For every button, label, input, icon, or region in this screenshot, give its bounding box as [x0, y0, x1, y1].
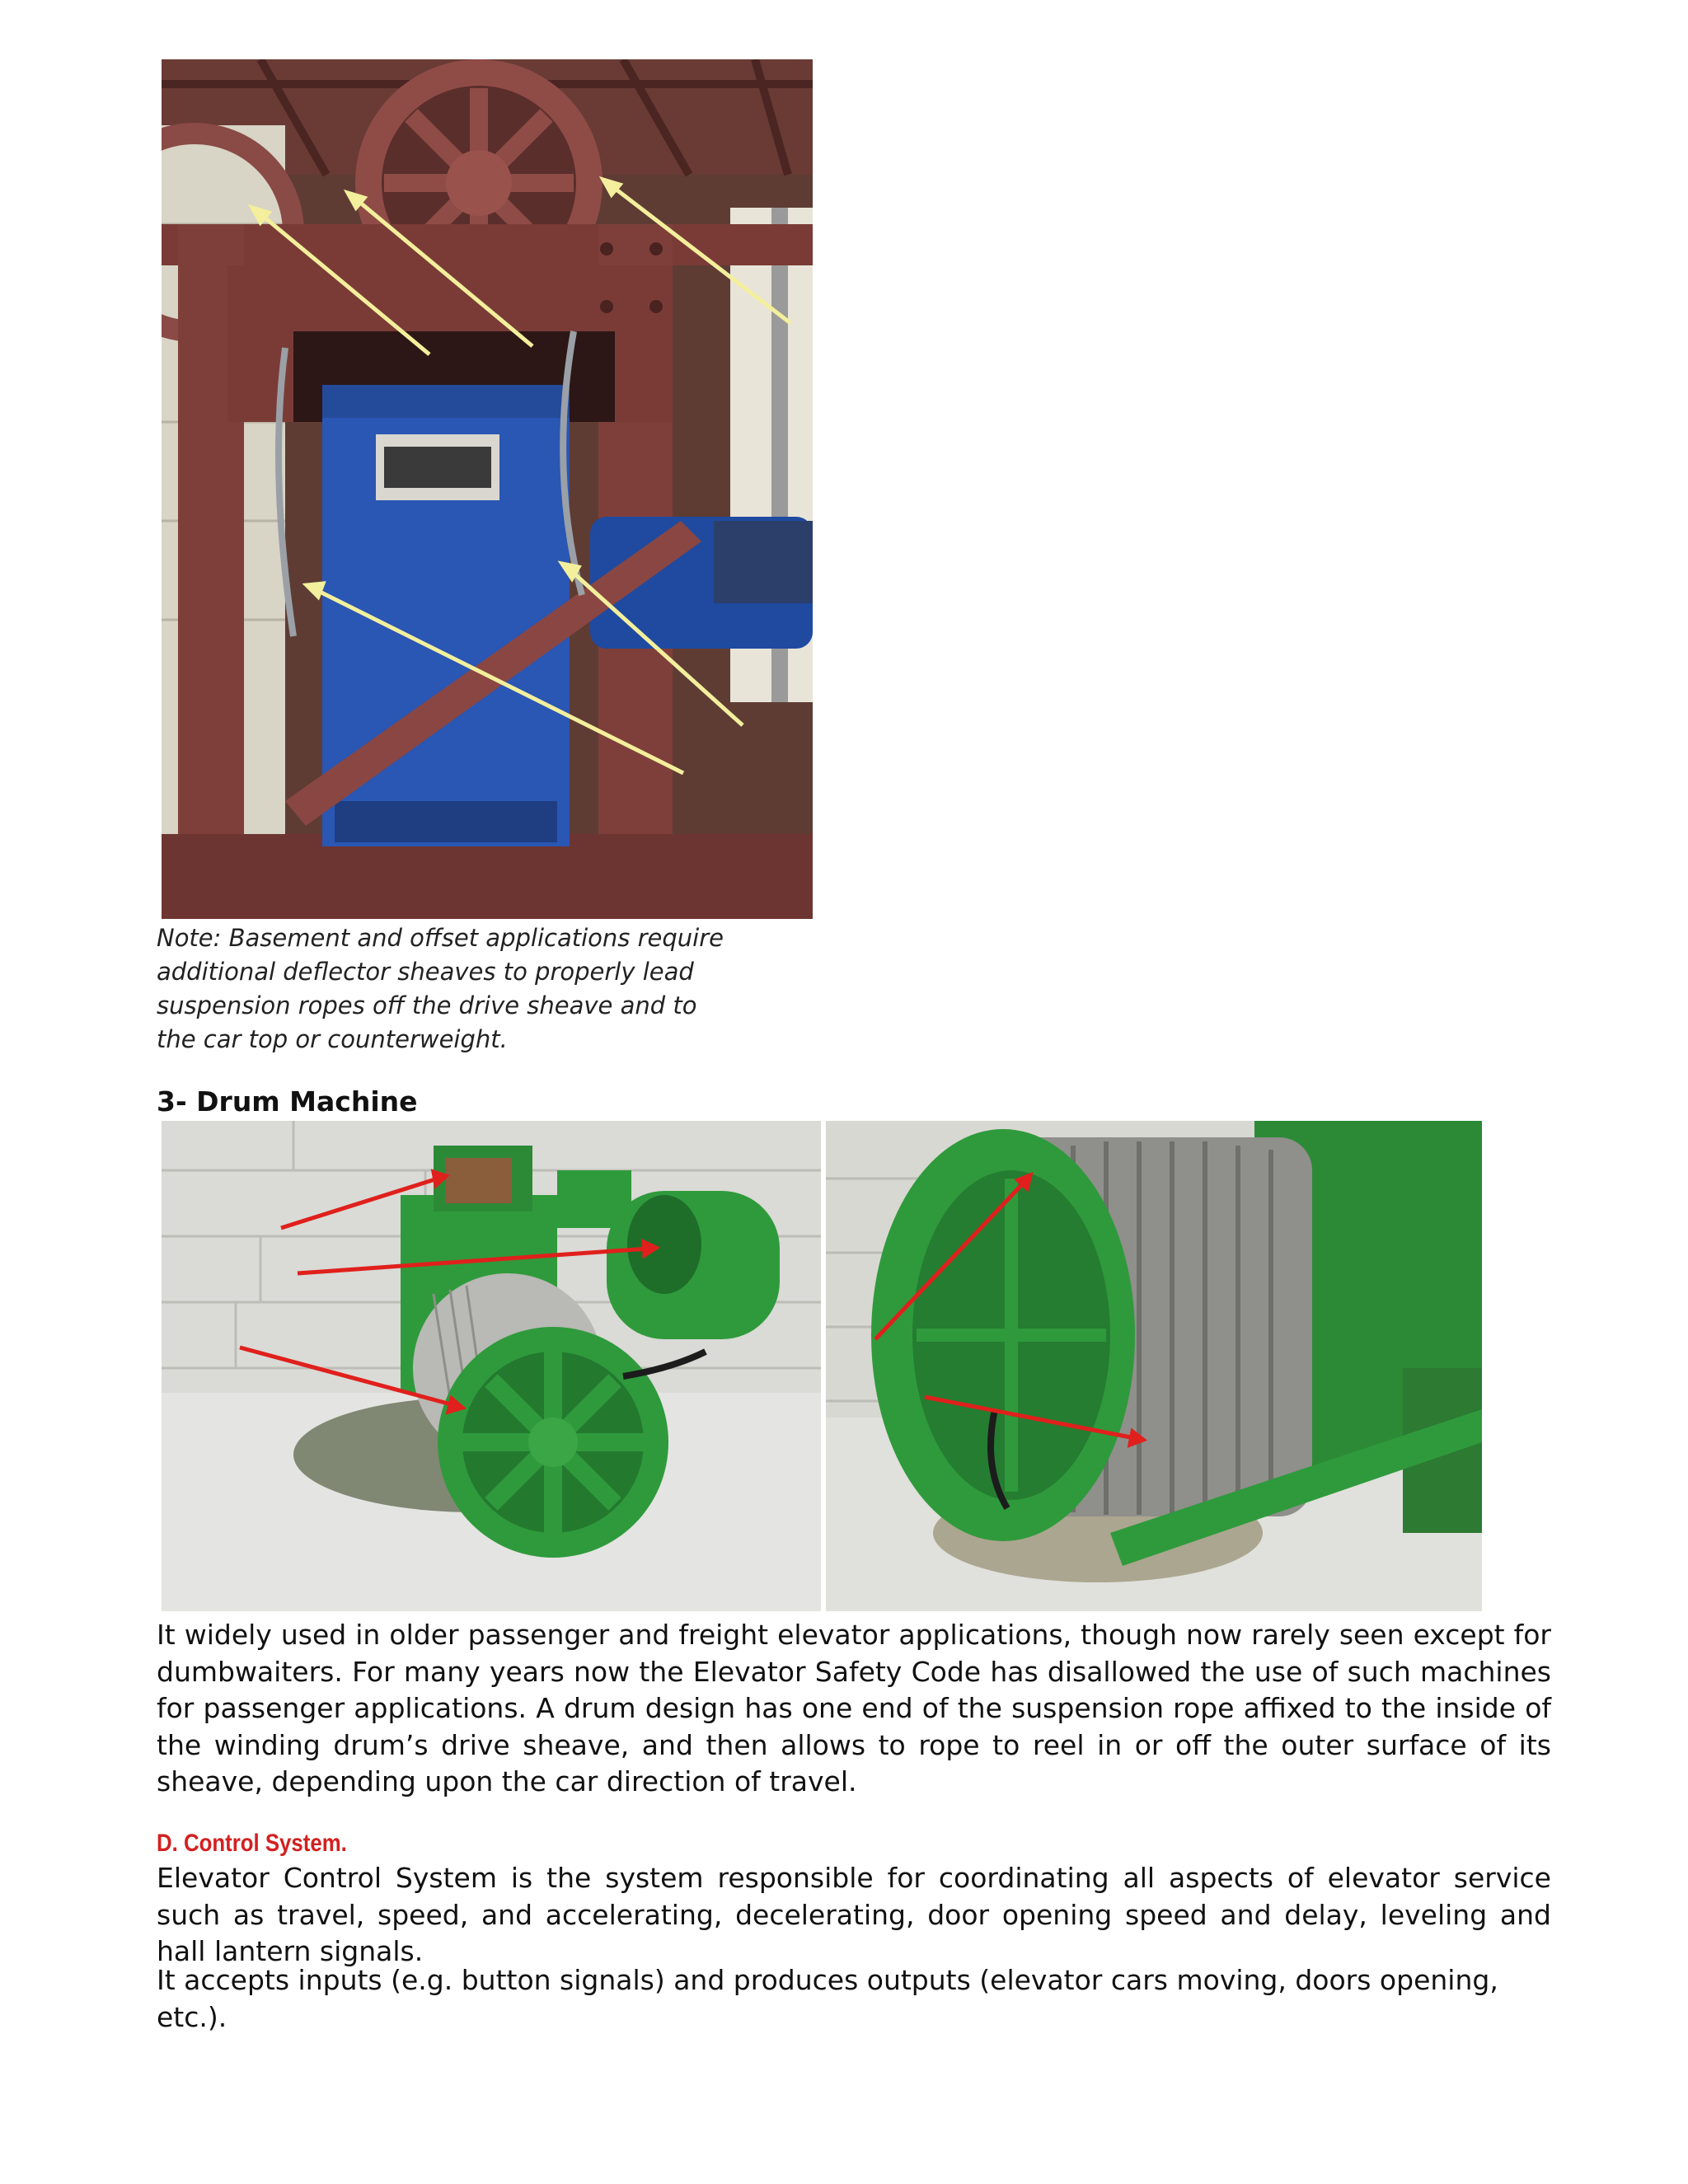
drum-machine-heading: 3- Drum Machine — [157, 1085, 418, 1118]
drum-machine-paragraph: It widely used in older passenger and freight elevator applications, though now rarely seen except for dumbwaiters. For many years now the Elevator Safety Code has disallowed the use of such machines for passenger applications. A drum design has one end of the suspension rope affixed to the inside of the winding drum’s drive sheave, and then allows to rope to reel in or off the outer surface of its sheave, depending upon the car direction of travel. — [157, 1619, 1551, 1797]
control-system-paragraph-2: It accepts inputs (e.g. button signals) and produces outputs (elevator cars moving, doors opening, etc.). — [157, 1964, 1498, 2033]
drum-machine-photo-right — [826, 1121, 1482, 1611]
caption-line: the car top or counterweight. — [157, 1025, 508, 1053]
figure-caption — [157, 921, 724, 1057]
caption-line: additional deflector sheaves to properly lead — [157, 958, 694, 986]
control-system-paragraph-1: Elevator Control System is the system responsible for coordinating all aspects of elevator service such as travel, speed, and accelerating, decelerating, door opening speed and delay, leveling and hall lantern signals. — [157, 1862, 1551, 1967]
caption-line: suspension ropes off the drive sheave and to — [157, 991, 697, 1019]
caption-line: Note: Basement and offset applications require — [157, 924, 724, 952]
control-system-heading: D. Control System. — [157, 1830, 347, 1857]
traction-machine-photo — [162, 59, 813, 919]
drum-machine-photo-left — [162, 1121, 821, 1611]
